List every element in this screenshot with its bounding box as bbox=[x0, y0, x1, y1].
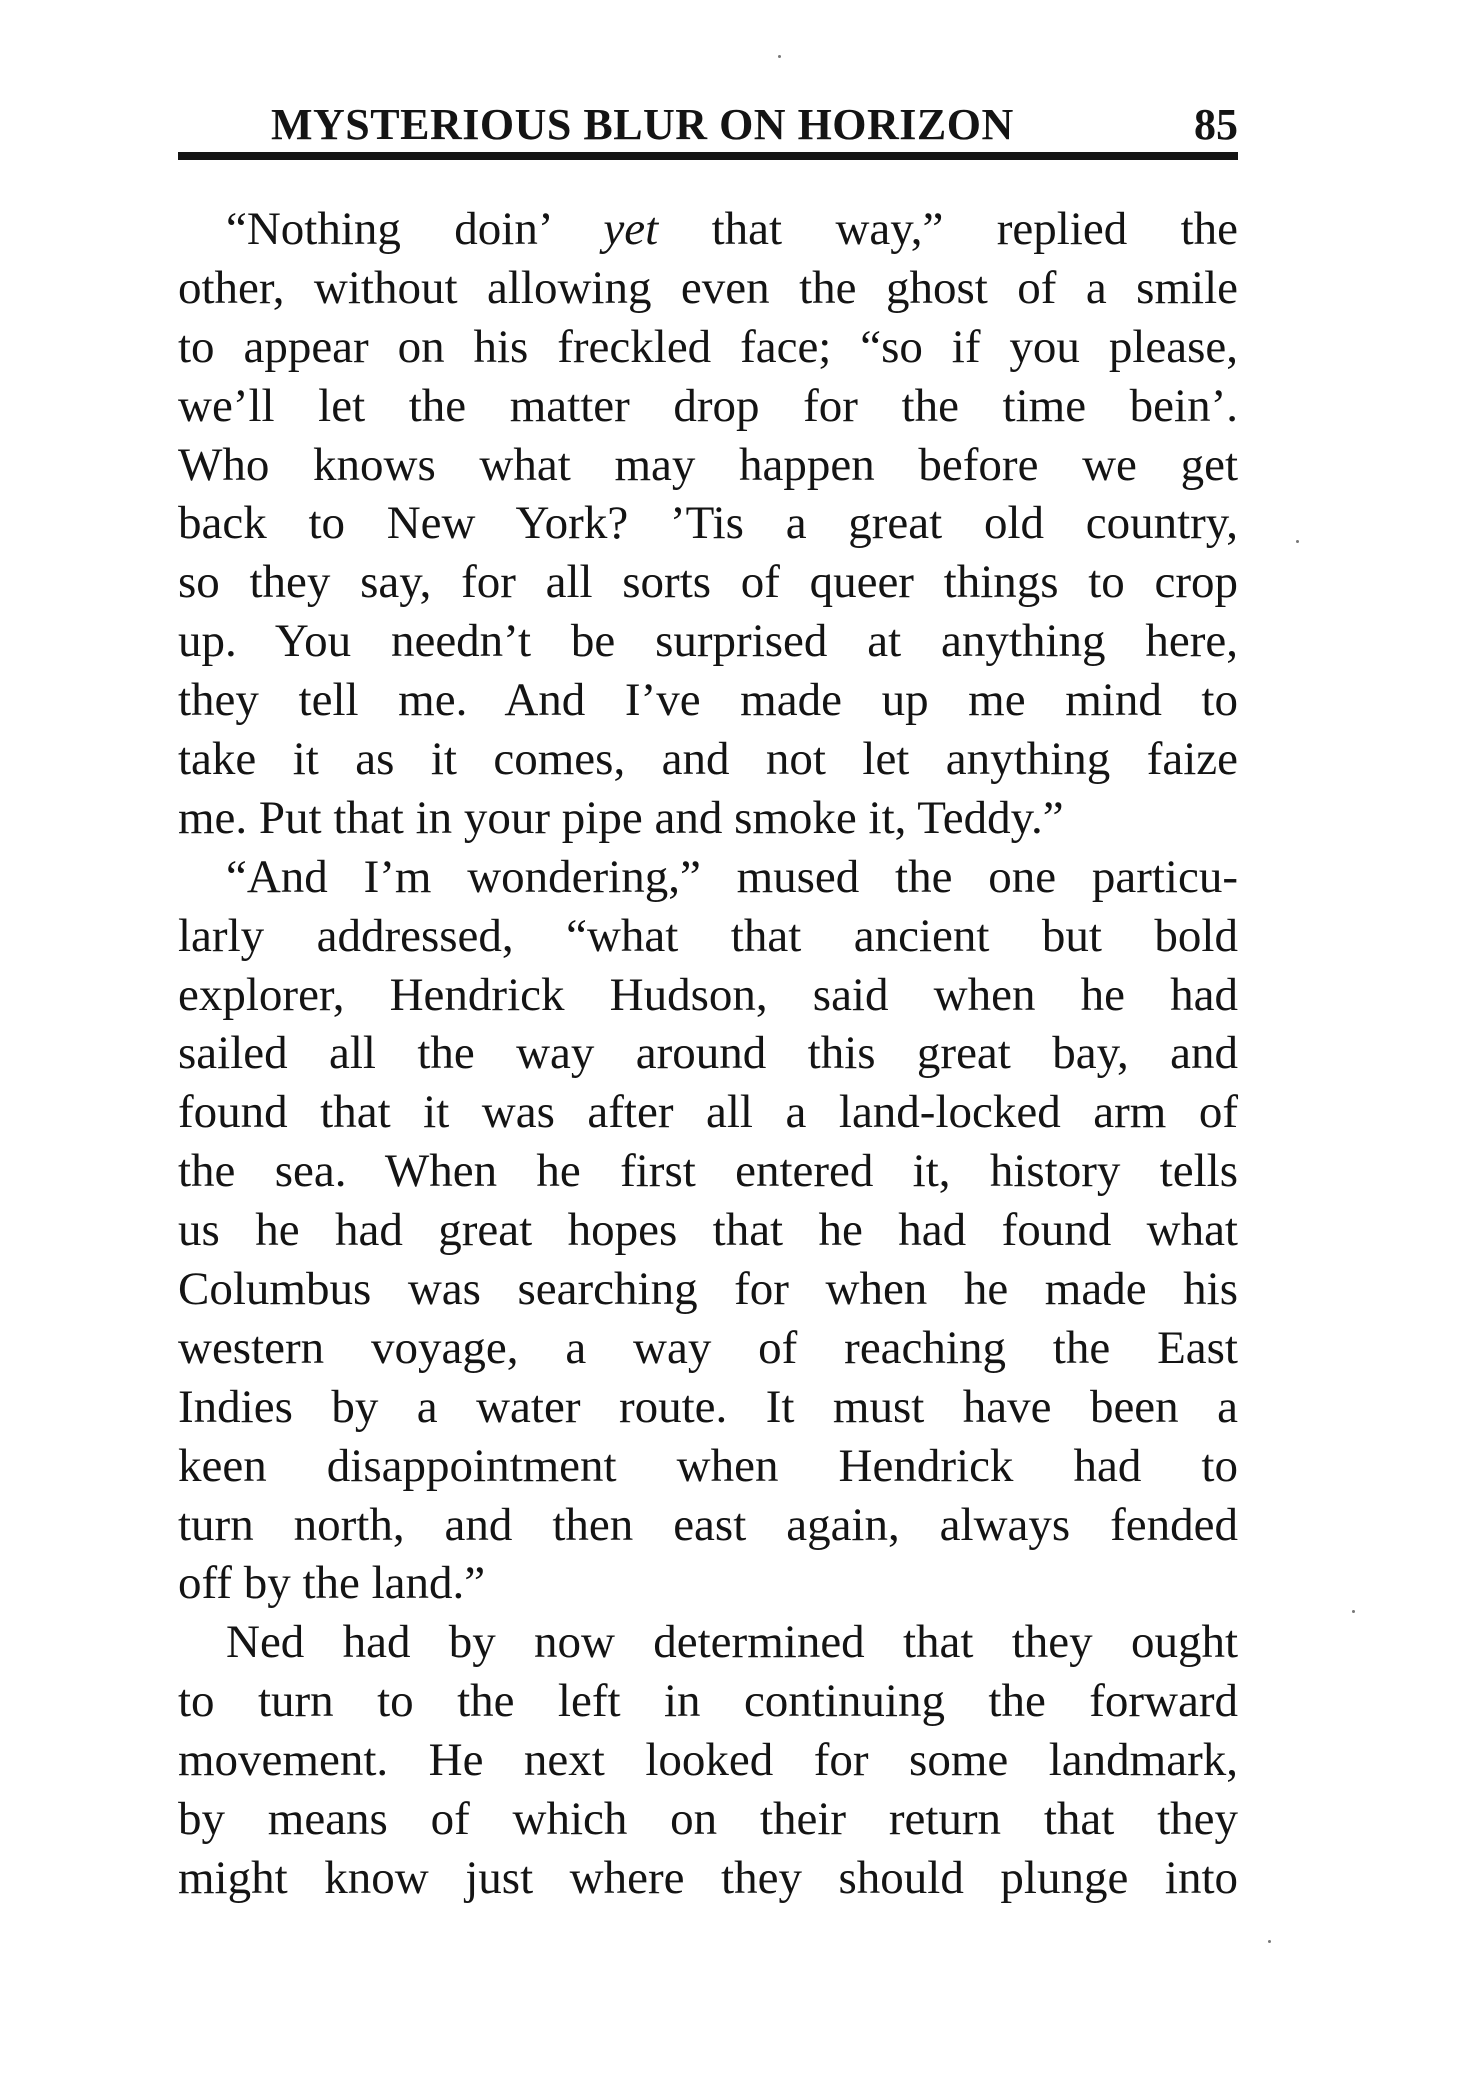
text-line: me. Put that in your pipe and smoke it, Teddy.” bbox=[178, 791, 1064, 844]
text-line: other, without allowing even the ghost of a smile bbox=[178, 261, 1238, 314]
text-line: found that it was after all a land-locked arm of bbox=[178, 1086, 1238, 1139]
text-line: to appear on his freckled face; “so if you please, bbox=[178, 320, 1238, 373]
text-line: take it as it comes, and not let anything faize bbox=[178, 733, 1238, 786]
text-line: turn north, and then east again, always fended bbox=[178, 1498, 1238, 1551]
scan-speck bbox=[778, 55, 781, 58]
page-number: 85 bbox=[1194, 100, 1238, 149]
text-line: to turn to the left in continuing the forward bbox=[178, 1675, 1238, 1728]
text-line: explorer, Hendrick Hudson, said when he had bbox=[178, 968, 1238, 1021]
text-line: Columbus was searching for when he made his bbox=[178, 1263, 1238, 1316]
text-line: western voyage, a way of reaching the East bbox=[178, 1321, 1238, 1374]
text-line: “Nothing doin’ yet that way,” replied the bbox=[226, 203, 1239, 255]
text-line: movement. He next looked for some landmark, bbox=[178, 1734, 1238, 1787]
text-line: by means of which on their return that they bbox=[178, 1793, 1238, 1846]
text-line: sailed all the way around this great bay, and bbox=[178, 1027, 1238, 1080]
text-line: we’ll let the matter drop for the time bein’. bbox=[178, 379, 1238, 432]
text-line: they tell me. And I’ve made up me mind to bbox=[178, 674, 1238, 727]
text-line: off by the land.” bbox=[178, 1557, 486, 1610]
page-header bbox=[178, 95, 1238, 155]
scan-speck bbox=[1296, 540, 1299, 543]
text-line: might know just where they should plunge into bbox=[178, 1851, 1238, 1904]
text-line: the sea. When he first entered it, history tells bbox=[178, 1145, 1238, 1198]
text-line: Who knows what may happen before we get bbox=[178, 438, 1238, 491]
text-line: so they say, for all sorts of queer things to crop bbox=[178, 556, 1238, 609]
scan-speck bbox=[1352, 1610, 1355, 1613]
text-line: Ned had by now determined that they ought bbox=[226, 1616, 1238, 1669]
text-line: larly addressed, “what that ancient but bold bbox=[178, 909, 1238, 962]
text-line: back to New York? ’Tis a great old country, bbox=[178, 497, 1238, 550]
text-line: Indies by a water route. It must have been a bbox=[178, 1380, 1238, 1433]
text-line: “And I’m wondering,” mused the one particu- bbox=[226, 850, 1238, 903]
scan-speck bbox=[1268, 1940, 1271, 1943]
running-head: MYSTERIOUS BLUR ON HORIZON bbox=[271, 100, 1014, 149]
body-text bbox=[178, 200, 1238, 1908]
header-rule bbox=[178, 152, 1238, 160]
text-line: up. You needn’t be surprised at anything here, bbox=[178, 615, 1238, 668]
text-line: keen disappointment when Hendrick had to bbox=[178, 1439, 1238, 1492]
text-line: us he had great hopes that he had found what bbox=[178, 1204, 1238, 1257]
